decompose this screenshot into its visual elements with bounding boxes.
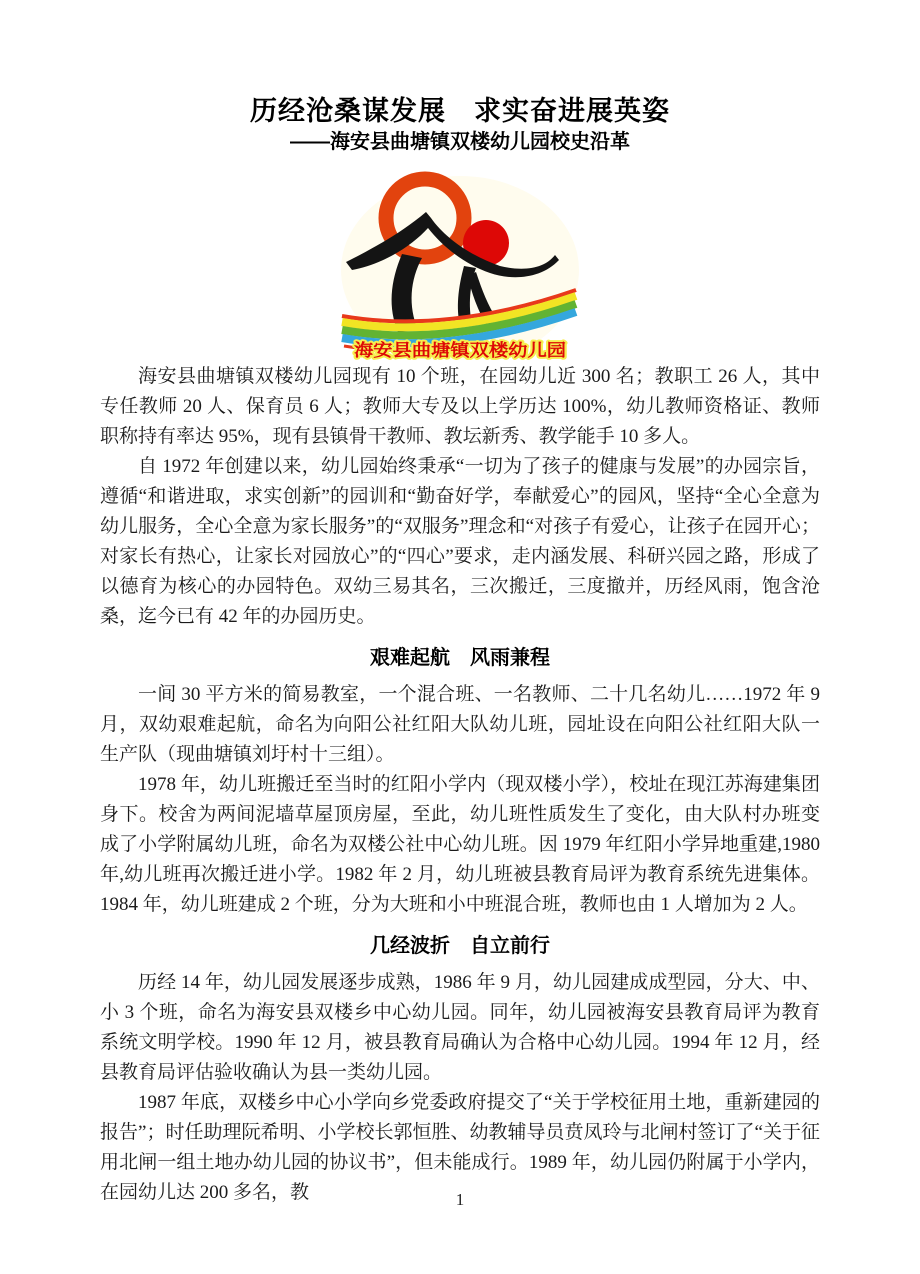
section-heading-1: 艰难起航 风雨兼程 xyxy=(370,647,550,669)
paragraph-founding-principles: 自 1972 年创建以来，幼儿园始终秉承“一切为了孩子的健康与发展”的办园宗旨，遵循“和谐进取，求实创新”的园训和“勤奋好学，奉献爱心”的园风，坚持“全心全意为幼儿服务，全心全意为家长服务”的“双服务”理念和“对孩子有爱心，让孩子在园开心；对家长有热心，让家长对园放心”的“四心”要求，走内涵发展、科研兴园之路，形成了以德育为核心的办园特色。双幼三易其名，三次搬迁，三度撤并，历经风雨，饱含沧桑，迄今已有 42 年的办园历史。 xyxy=(100,456,820,627)
page-number: 1 xyxy=(455,1190,465,1209)
document-body xyxy=(100,362,820,1208)
logo-svg xyxy=(340,170,580,360)
paragraph-1972-start: 一间 30 平方米的简易教室，一个混合班、一名教师、二十几名幼儿……1972 年 9 月，双幼艰难起航，命名为向阳公社红阳大队幼儿班，园址设在向阳公社红阳大队一生产队（现曲塘镇刘圩村十三组）。 xyxy=(100,684,820,765)
page-title: 历经沧桑谋发展 求实奋进展英姿 xyxy=(250,96,670,126)
paragraph-1986-growth: 历经 14 年，幼儿园发展逐步成熟，1986 年 9 月，幼儿园建成成型园，分大、中、小 3 个班，命名为海安县双楼乡中心幼儿园。同年，幼儿园被海安县教育局评为教育系统文明学校。1990 年 12 月，被县教育局确认为合格中心幼儿园。1994 年 12 月，经县教育局评估验收确认为县一类幼儿园。 xyxy=(100,972,820,1083)
section-heading-2: 几经波折 自立前行 xyxy=(370,935,550,957)
kindergarten-logo-icon xyxy=(340,170,580,360)
paragraph-overview: 海安县曲塘镇双楼幼儿园现有 10 个班，在园幼儿近 300 名；教职工 26 人，其中专任教师 20 人、保育员 6 人；教师大专及以上学历达 100%，幼儿教师资格证、教师职称持有率达 95%，现有县镇骨干教师、教坛新秀、教学能手 10 多人。 xyxy=(100,366,820,447)
paragraph-1987-land: 1987 年底，双楼乡中心小学向乡党委政府提交了“关于学校征用土地，重新建园的报告”；时任助理阮希明、小学校长郭恒胜、幼教辅导员贲凤玲与北闸村签订了“关于征用北闸一组土地办幼儿园的协议书”，但未能成行。1989 年，幼儿园仍附属于小学内，在园幼儿达 200 多名，教 xyxy=(100,1092,820,1203)
paragraph-1978-relocation: 1978 年，幼儿班搬迁至当时的红阳小学内（现双楼小学），校址在现江苏海建集团身下。校舍为两间泥墙草屋顶房屋，至此，幼儿班性质发生了变化，由大队村办班变成了小学附属幼儿班，命名为双楼公社中心幼儿班。因 1979 年红阳小学异地重建,1980 年,幼儿班再次搬迁进小学。1982 年 2 月，幼儿班被县教育局评为教育系统先进集体。1984 年，幼儿班建成 2 个班，分为大班和小中班混合班，教师也由 1 人增加为 2 人。 xyxy=(100,774,820,915)
page-subtitle: ——海安县曲塘镇双楼幼儿园校史沿革 xyxy=(290,131,630,153)
logo-caption: 海安县曲塘镇双楼幼儿园 xyxy=(354,341,541,360)
